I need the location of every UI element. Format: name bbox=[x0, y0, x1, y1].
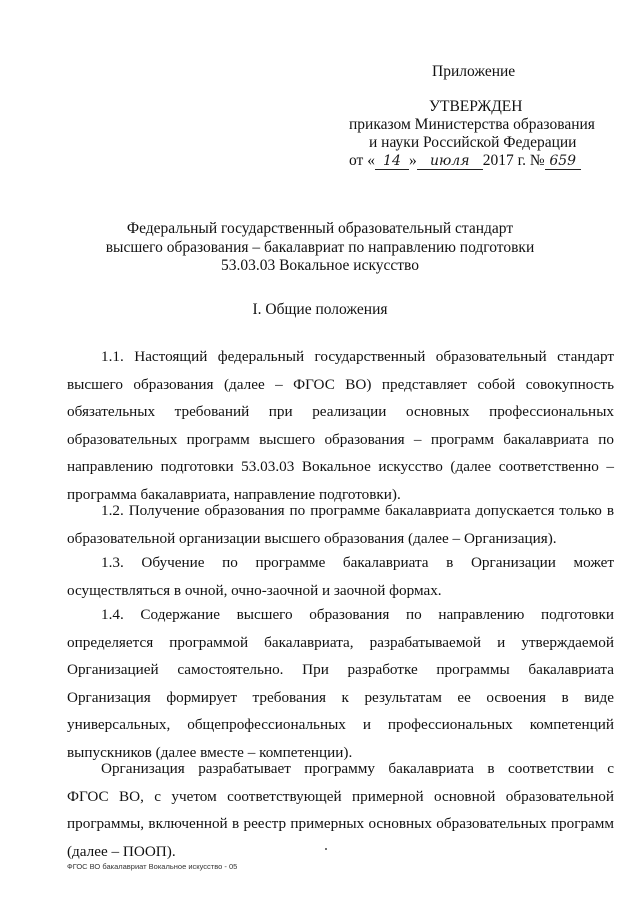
date-mid: » bbox=[408, 152, 417, 169]
paragraph-line: универсальных, общепрофессиональных и профессиональных компетенций bbox=[67, 716, 614, 734]
paragraph-line: образовательных программ высшего образования – программ бакалавриата по bbox=[67, 430, 614, 448]
paragraph-line: выпускников (далее вместе – компетенции). bbox=[67, 743, 353, 761]
paragraph-line: осуществляться в очной, очно-заочной и заочной формах. bbox=[67, 581, 442, 599]
footer-label: ФГОС ВО бакалавриат Вокальное искусство - 05 bbox=[67, 862, 238, 871]
paragraph-1-3 bbox=[67, 549, 614, 604]
date-year: 2017 г. № bbox=[482, 152, 545, 169]
section-heading: I. Общие положения bbox=[252, 301, 388, 318]
paragraph-line: (далее – ПООП). bbox=[67, 842, 176, 860]
paragraph-line: Организация формирует требования к результатам ее освоения в виде bbox=[67, 688, 614, 706]
paragraph-1-1 bbox=[67, 343, 614, 509]
paragraph-line: Организация разрабатывает программу бакалавриата в соответствии с bbox=[101, 760, 614, 777]
paragraph-line: 1.3. Обучение по программе бакалавриата в Организации может bbox=[101, 554, 614, 571]
paragraph-line: обязательных требований при реализации основных профессиональных bbox=[67, 403, 614, 421]
scan-speck bbox=[325, 848, 327, 850]
appendix-label: Приложение bbox=[432, 63, 516, 80]
paragraph-line: Организацией самостоятельно. При разработке программы бакалавриата bbox=[67, 661, 614, 679]
paragraph-line: определяется программой бакалавриата, разрабатываемой и утверждаемой bbox=[67, 633, 614, 651]
title-line-3: 53.03.03 Вокальное искусство bbox=[220, 257, 420, 274]
order-line-1: приказом Министерства образования bbox=[349, 116, 595, 133]
paragraph-line: ФГОС ВО, с учетом соответствующей примерной основной образовательной bbox=[67, 787, 614, 805]
paragraph-line: 1.2. Получение образования по программе бакалавриата допускается только в bbox=[101, 502, 614, 519]
title-line-1: Федеральный государственный образовательный стандарт bbox=[126, 220, 514, 237]
date-prefix: от « bbox=[349, 152, 375, 169]
approved-label: УТВЕРЖДЕН bbox=[429, 98, 523, 115]
order-line-2: и науки Российской Федерации bbox=[369, 134, 577, 151]
title-line-2: высшего образования – бакалавриат по направлению подготовки bbox=[105, 239, 535, 256]
paragraph-line: направлению подготовки 53.03.03 Вокальное искусство (далее соответственно – bbox=[67, 458, 614, 476]
paragraph-line: 1.4. Содержание высшего образования по направлению подготовки bbox=[101, 606, 614, 623]
paragraph-line: образовательной организации высшего образования (далее – Организация). bbox=[67, 529, 557, 547]
paragraph-1-4 bbox=[67, 601, 614, 767]
paragraph-organization bbox=[67, 755, 614, 865]
date-month-handwritten: июля bbox=[417, 153, 483, 170]
paragraph-line: 1.1. Настоящий федеральный государственный образовательный стандарт bbox=[101, 348, 614, 365]
paragraph-line: программа бакалавриата, направление подготовки). bbox=[67, 485, 401, 503]
paragraph-line: программы, включенной в реестр примерных основных образовательных программ bbox=[67, 815, 614, 833]
order-number-handwritten: 659 bbox=[545, 153, 581, 170]
paragraph-1-2 bbox=[67, 497, 614, 552]
paragraph-line: высшего образования (далее – ФГОС ВО) представляет собой совокупность bbox=[67, 375, 614, 393]
order-date-line bbox=[349, 151, 581, 171]
date-day-handwritten: 14 bbox=[375, 153, 409, 170]
